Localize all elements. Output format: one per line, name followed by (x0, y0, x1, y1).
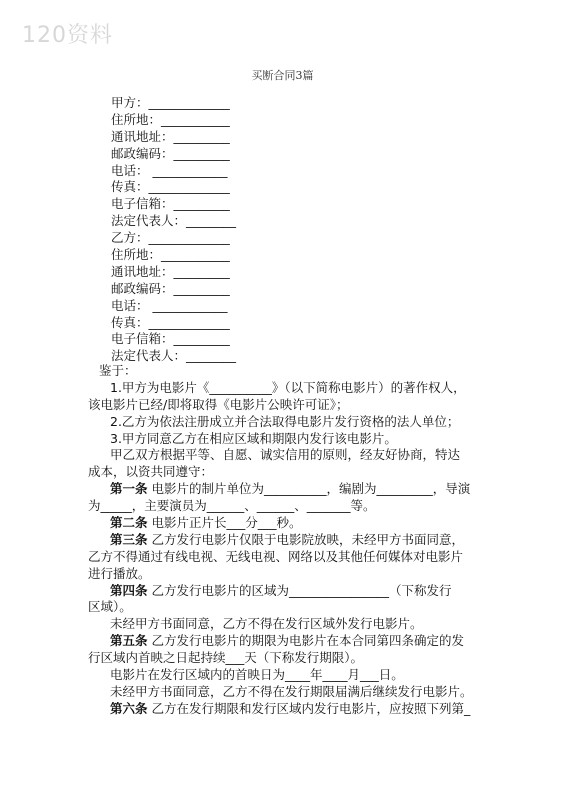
recital-2: 2.乙方为依法注册成立并合法取得电影片发行资格的法人单位； (110, 413, 460, 429)
article-4-cont: 区域）。 (88, 599, 132, 615)
contract-body (88, 363, 480, 718)
article-5: 第五条 乙方发行电影片的期限为电影片在本合同第四条确定的发 (110, 633, 464, 649)
party-b-address: 住所地：___________ (111, 247, 230, 263)
article-6: 第六条 乙方在发行期限和发行区域内发行电影片，应按照下列第_ (110, 700, 471, 716)
party-b-mailing-address: 通讯地址：_________ (111, 263, 230, 279)
article-1-cont: 为_____，主要演员为______、______、_______等。 (88, 498, 376, 514)
recital-1-cont: 该电影片已经/即将取得《电影片公映许可证》； (88, 396, 349, 412)
party-a-phone: 电话： ____________ (111, 162, 228, 178)
preamble-cont: 成本，以资共同遵守： (88, 464, 214, 480)
party-a-postal-code: 邮政编码：_________ (111, 145, 230, 161)
party-a-mailing-address: 通讯地址：_________ (111, 128, 230, 144)
watermark: 120资料 (22, 23, 113, 48)
article-1: 第一条 电影片的制片单位为__________，编剧为_________，导演 (110, 481, 471, 497)
article-3-cont-2: 进行播放。 (88, 565, 151, 581)
party-a-email: 电子信箱：_________ (111, 196, 230, 212)
preamble: 甲乙双方根据平等、自愿、诚实信用的原则，经友好协商，特达 (110, 447, 461, 463)
article-2: 第二条 电影片正片长___分___秒。 (110, 515, 302, 531)
article-5-clause: 未经甲方书面同意，乙方不得在发行期限届满后继续发行电影片。 (110, 683, 473, 699)
article-5-premiere: 电影片在发行区域内的首映日为____年____月___日。 (110, 667, 404, 683)
recitals-heading: 鉴于： (99, 363, 137, 378)
article-3-cont-1: 乙方不得通过有线电视、无线电视、网络以及其他任何媒体对电影片 (88, 548, 464, 564)
recital-3: 3.甲方同意乙方在相应区域和期限内发行该电影片。 (110, 430, 397, 446)
party-a-address: 住所地：___________ (111, 111, 230, 127)
party-b-fax: 传真：_____________ (111, 314, 230, 330)
article-5-cont: 行区域内首映之日起持续___天（下称发行期限）。 (88, 650, 364, 666)
party-b-postal-code: 邮政编码：_________ (111, 280, 230, 296)
party-info-block (111, 95, 236, 365)
article-3: 第三条 乙方发行电影片仅限于电影院放映，未经甲方书面同意， (110, 531, 464, 547)
recital-1: 1.甲方为电影片《__________》（以下简称电影片）的著作权人， (110, 379, 466, 395)
party-b-label: 乙方：_____________ (111, 230, 230, 246)
party-a-label: 甲方：_____________ (111, 95, 230, 110)
party-a-legal-rep: 法定代表人：________ (111, 213, 237, 229)
party-b-phone: 电话： ____________ (111, 297, 228, 313)
document-title: 买断合同3篇 (251, 69, 314, 82)
party-b-legal-rep: 法定代表人：________ (111, 348, 237, 364)
party-a-fax: 传真：_____________ (111, 179, 230, 195)
article-4: 第四条 乙方发行电影片的区域为________________（下称发行 (110, 582, 452, 598)
article-4-clause: 未经甲方书面同意，乙方不得在发行区域外发行电影片。 (110, 616, 423, 632)
party-b-email: 电子信箱：_________ (111, 331, 230, 347)
